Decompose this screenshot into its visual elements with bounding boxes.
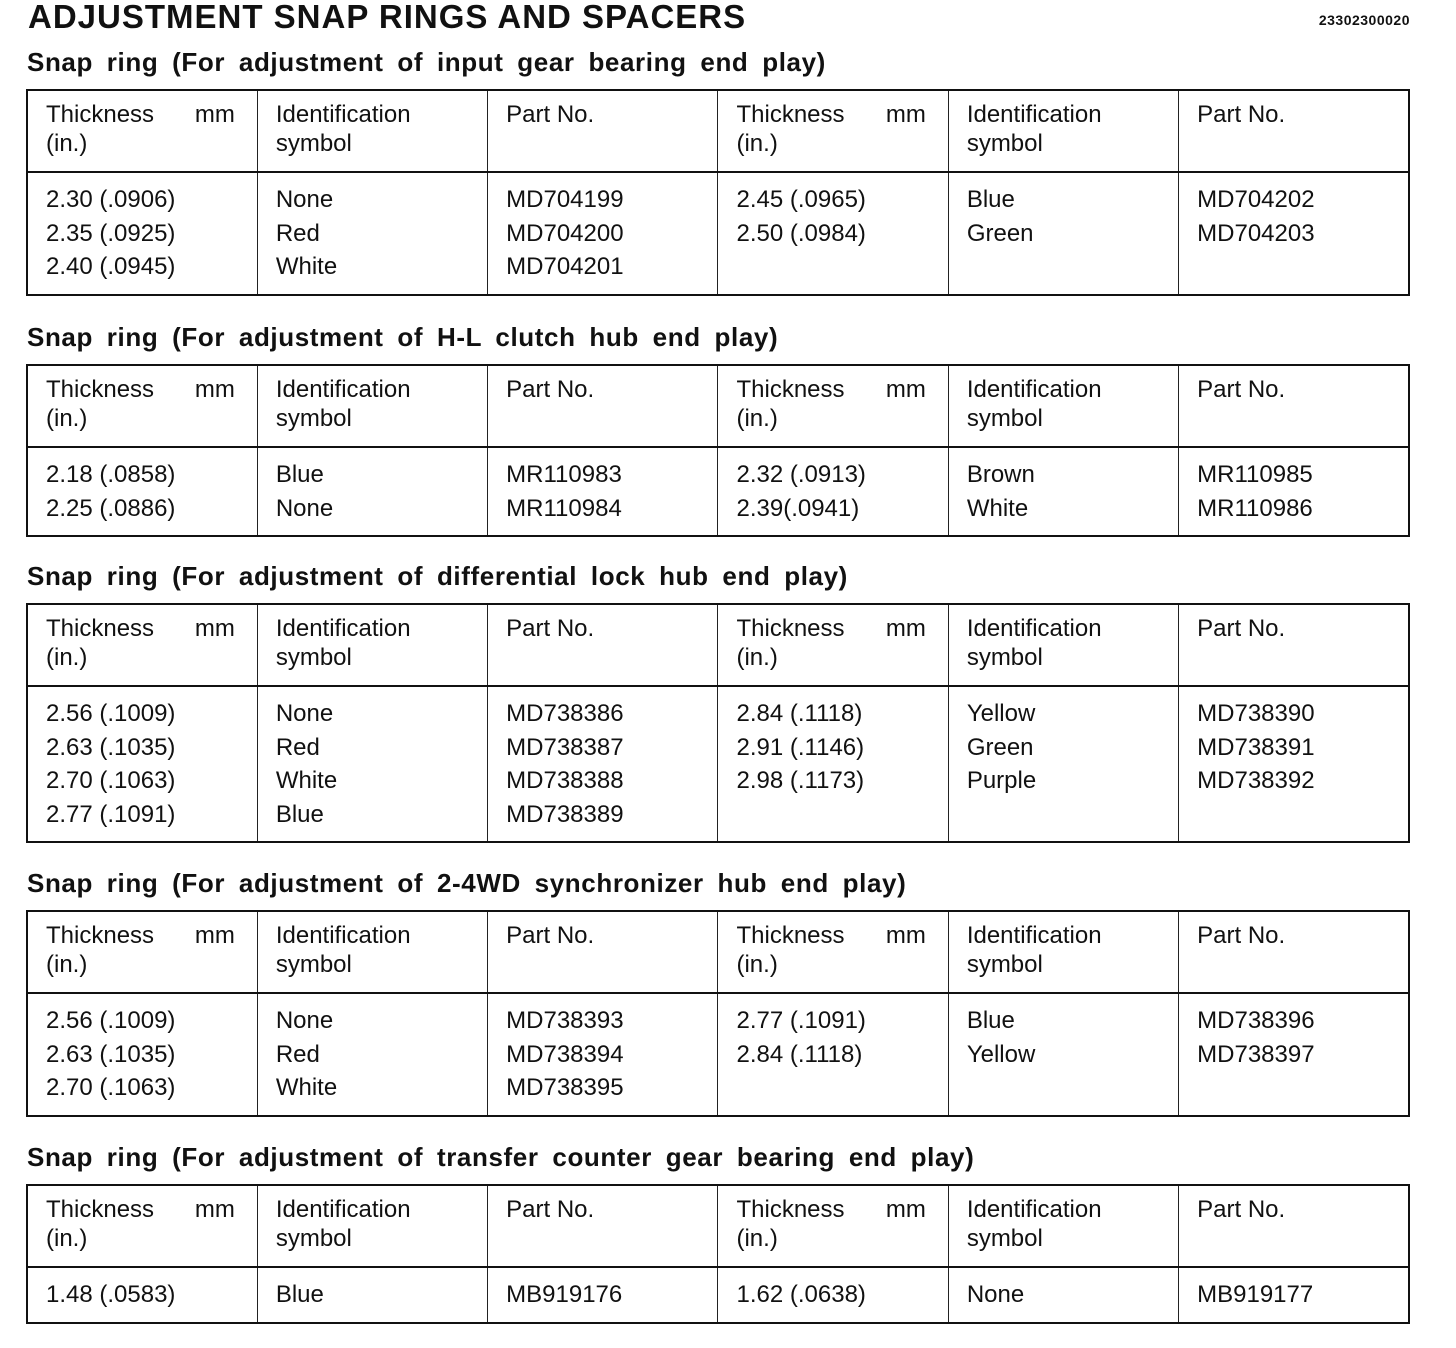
thickness-label: Thickness bbox=[736, 376, 845, 403]
thickness-value: 2.40 (.0945) bbox=[46, 253, 176, 280]
part-no-label: Part No. bbox=[1197, 615, 1286, 642]
part-no-cell bbox=[488, 172, 718, 295]
identification-symbol-header bbox=[257, 365, 487, 447]
part-no-value: MD738393 bbox=[506, 1007, 624, 1034]
part-no-value: MR110986 bbox=[1197, 494, 1313, 522]
part-no-label: Part No. bbox=[1197, 376, 1286, 403]
part-no-value: MD704202 bbox=[1197, 186, 1315, 213]
mm-unit-label: mm bbox=[194, 101, 235, 128]
mm-unit-label: mm bbox=[194, 922, 235, 949]
thickness-label: Thickness bbox=[736, 1196, 845, 1223]
symbol-value: None bbox=[275, 700, 334, 727]
identification-label: Identification bbox=[966, 376, 1102, 403]
thickness-cell bbox=[718, 1267, 948, 1323]
section-transfer-counter-gear bbox=[26, 1140, 1410, 1324]
symbol-cell bbox=[257, 447, 487, 536]
part-no-label: Part No. bbox=[1197, 1196, 1286, 1223]
identification-label: Identification bbox=[275, 922, 411, 949]
symbol-value: Green bbox=[966, 733, 1034, 761]
part-no-cell bbox=[488, 447, 718, 536]
symbol-label: symbol bbox=[275, 130, 352, 157]
symbol-value: White bbox=[966, 494, 1029, 522]
part-no-header bbox=[488, 365, 718, 447]
thickness-header bbox=[718, 911, 948, 993]
symbol-label: symbol bbox=[275, 644, 352, 671]
part-no-header bbox=[1179, 604, 1409, 686]
snap-ring-table bbox=[26, 89, 1410, 296]
symbol-value: Red bbox=[275, 219, 320, 247]
thickness-value: 2.56 (.1009) bbox=[46, 1007, 176, 1034]
part-no-cell bbox=[488, 686, 718, 842]
identification-label: Identification bbox=[275, 615, 411, 642]
thickness-value: 2.56 (.1009) bbox=[46, 700, 176, 727]
thickness-value: 2.77 (.1091) bbox=[736, 1007, 866, 1034]
thickness-cell bbox=[718, 172, 948, 295]
part-no-header bbox=[488, 90, 718, 172]
snap-ring-table bbox=[26, 1184, 1410, 1324]
part-no-cell bbox=[1179, 993, 1409, 1116]
symbol-cell bbox=[257, 993, 487, 1116]
identification-label: Identification bbox=[275, 1196, 411, 1223]
part-no-value: MD738387 bbox=[506, 733, 624, 761]
part-no-value: MD738396 bbox=[1197, 1007, 1315, 1034]
part-no-value: MD704201 bbox=[506, 253, 624, 280]
thickness-value: 2.50 (.0984) bbox=[736, 219, 866, 247]
identification-symbol-header bbox=[257, 1185, 487, 1267]
part-no-header bbox=[1179, 1185, 1409, 1267]
part-no-label: Part No. bbox=[506, 1196, 595, 1223]
part-no-value: MD738395 bbox=[506, 1074, 624, 1101]
symbol-value: White bbox=[275, 767, 338, 794]
symbol-value: White bbox=[275, 253, 338, 280]
part-no-value: MD738386 bbox=[506, 700, 624, 727]
mm-unit-label: mm bbox=[885, 615, 926, 642]
thickness-cell bbox=[27, 172, 257, 295]
table-header-row bbox=[27, 90, 1409, 172]
symbol-value: None bbox=[275, 494, 334, 522]
thickness-header bbox=[27, 90, 257, 172]
part-no-value: MD738390 bbox=[1197, 700, 1315, 727]
symbol-value: Red bbox=[275, 1040, 320, 1068]
snap-ring-table bbox=[26, 910, 1410, 1117]
symbol-value: White bbox=[275, 1074, 338, 1101]
inch-unit-label: (in.) bbox=[736, 644, 778, 671]
part-no-cell bbox=[1179, 686, 1409, 842]
thickness-label: Thickness bbox=[46, 1196, 155, 1223]
part-no-header bbox=[1179, 911, 1409, 993]
thickness-label: Thickness bbox=[736, 101, 845, 128]
thickness-value: 2.39(.0941) bbox=[736, 494, 860, 522]
thickness-value: 1.48 (.0583) bbox=[46, 1281, 176, 1308]
snap-ring-table bbox=[26, 603, 1410, 843]
part-no-label: Part No. bbox=[1197, 922, 1286, 949]
identification-symbol-header bbox=[948, 90, 1178, 172]
table-header-row bbox=[27, 365, 1409, 447]
symbol-value: Yellow bbox=[966, 1040, 1036, 1068]
part-no-value: MD738394 bbox=[506, 1040, 624, 1068]
thickness-value: 2.32 (.0913) bbox=[736, 461, 866, 488]
symbol-cell bbox=[948, 447, 1178, 536]
inch-unit-label: (in.) bbox=[46, 951, 88, 978]
part-no-value: MD738397 bbox=[1197, 1040, 1315, 1068]
thickness-value: 2.84 (.1118) bbox=[736, 1040, 863, 1068]
inch-unit-label: (in.) bbox=[46, 1225, 88, 1252]
identification-label: Identification bbox=[966, 922, 1102, 949]
inch-unit-label: (in.) bbox=[736, 405, 778, 432]
thickness-cell bbox=[27, 993, 257, 1116]
part-no-value: MD704200 bbox=[506, 219, 624, 247]
thickness-value: 2.25 (.0886) bbox=[46, 494, 176, 522]
inch-unit-label: (in.) bbox=[736, 951, 778, 978]
symbol-cell bbox=[948, 1267, 1178, 1323]
snap-ring-table bbox=[26, 364, 1410, 537]
identification-symbol-header bbox=[948, 911, 1178, 993]
symbol-value: None bbox=[966, 1281, 1025, 1308]
section-hl-clutch bbox=[26, 320, 1410, 537]
identification-symbol-header bbox=[948, 365, 1178, 447]
thickness-value: 2.63 (.1035) bbox=[46, 1040, 176, 1068]
section-diff-lock bbox=[26, 559, 1410, 843]
mm-unit-label: mm bbox=[885, 376, 926, 403]
thickness-header bbox=[27, 365, 257, 447]
part-no-header bbox=[488, 911, 718, 993]
thickness-value: 2.35 (.0925) bbox=[46, 219, 176, 247]
thickness-header bbox=[718, 1185, 948, 1267]
thickness-header bbox=[718, 90, 948, 172]
table-row bbox=[27, 993, 1409, 1116]
part-no-cell bbox=[488, 1267, 718, 1323]
mm-unit-label: mm bbox=[194, 1196, 235, 1223]
identification-symbol-header bbox=[257, 604, 487, 686]
symbol-label: symbol bbox=[275, 405, 352, 432]
symbol-cell bbox=[948, 993, 1178, 1116]
thickness-header bbox=[27, 604, 257, 686]
section-2-4wd-synchronizer bbox=[26, 866, 1410, 1117]
symbol-label: symbol bbox=[275, 951, 352, 978]
inch-unit-label: (in.) bbox=[736, 1225, 778, 1252]
identification-symbol-header bbox=[257, 911, 487, 993]
symbol-value: Purple bbox=[966, 767, 1037, 794]
part-no-header bbox=[1179, 90, 1409, 172]
inch-unit-label: (in.) bbox=[46, 644, 88, 671]
mm-unit-label: mm bbox=[885, 101, 926, 128]
part-no-value: MD738392 bbox=[1197, 767, 1315, 794]
symbol-label: symbol bbox=[966, 951, 1043, 978]
part-no-label: Part No. bbox=[506, 922, 595, 949]
part-no-header bbox=[488, 1185, 718, 1267]
symbol-cell bbox=[257, 172, 487, 295]
thickness-cell bbox=[718, 686, 948, 842]
symbol-cell bbox=[948, 686, 1178, 842]
mm-unit-label: mm bbox=[885, 1196, 926, 1223]
part-no-value: MB919176 bbox=[506, 1281, 623, 1308]
symbol-cell bbox=[257, 1267, 487, 1323]
part-no-value: MB919177 bbox=[1197, 1281, 1314, 1308]
part-no-cell bbox=[1179, 447, 1409, 536]
table-row bbox=[27, 172, 1409, 295]
symbol-value: Red bbox=[275, 733, 320, 761]
thickness-value: 2.84 (.1118) bbox=[736, 700, 863, 727]
symbol-label: symbol bbox=[275, 1225, 352, 1252]
inch-unit-label: (in.) bbox=[736, 130, 778, 157]
identification-symbol-header bbox=[948, 1185, 1178, 1267]
part-no-value: MR110984 bbox=[506, 494, 622, 522]
part-no-label: Part No. bbox=[506, 615, 595, 642]
thickness-value: 2.45 (.0965) bbox=[736, 186, 866, 213]
thickness-label: Thickness bbox=[46, 376, 155, 403]
document-code: 23302300020 bbox=[1318, 12, 1410, 28]
section-heading: Snap ring (For adjustment of transfer counter gear bearing end play) bbox=[27, 1142, 975, 1172]
thickness-value: 2.70 (.1063) bbox=[46, 1074, 176, 1101]
thickness-label: Thickness bbox=[46, 615, 155, 642]
table-row bbox=[27, 447, 1409, 536]
symbol-value: Green bbox=[966, 219, 1034, 247]
thickness-value: 2.91 (.1146) bbox=[736, 733, 865, 761]
thickness-cell bbox=[27, 447, 257, 536]
thickness-label: Thickness bbox=[46, 101, 155, 128]
thickness-label: Thickness bbox=[736, 615, 845, 642]
symbol-value: Blue bbox=[275, 461, 324, 488]
section-heading: Snap ring (For adjustment of differential lock hub end play) bbox=[27, 561, 848, 591]
table-header-row bbox=[27, 1185, 1409, 1267]
thickness-value: 2.98 (.1173) bbox=[736, 767, 865, 794]
thickness-value: 2.77 (.1091) bbox=[46, 800, 176, 828]
thickness-cell bbox=[27, 686, 257, 842]
symbol-value: Brown bbox=[966, 461, 1035, 488]
symbol-value: Yellow bbox=[966, 700, 1036, 727]
section-heading: Snap ring (For adjustment of H-L clutch hub end play) bbox=[27, 322, 779, 352]
identification-symbol-header bbox=[948, 604, 1178, 686]
part-no-value: MR110985 bbox=[1197, 461, 1313, 488]
part-no-value: MD738388 bbox=[506, 767, 624, 794]
symbol-value: Blue bbox=[275, 1281, 324, 1308]
mm-unit-label: mm bbox=[194, 376, 235, 403]
part-no-value: MD704203 bbox=[1197, 219, 1315, 247]
table-header-row bbox=[27, 911, 1409, 993]
thickness-header bbox=[718, 365, 948, 447]
part-no-cell bbox=[488, 993, 718, 1116]
table-header-row bbox=[27, 604, 1409, 686]
table-row bbox=[27, 1267, 1409, 1323]
part-no-label: Part No. bbox=[506, 376, 595, 403]
symbol-cell bbox=[257, 686, 487, 842]
identification-label: Identification bbox=[275, 101, 411, 128]
thickness-value: 1.62 (.0638) bbox=[736, 1281, 866, 1308]
identification-label: Identification bbox=[966, 101, 1102, 128]
thickness-header bbox=[718, 604, 948, 686]
symbol-value: None bbox=[275, 186, 334, 213]
thickness-cell bbox=[718, 993, 948, 1116]
thickness-label: Thickness bbox=[736, 922, 845, 949]
section-heading: Snap ring (For adjustment of 2-4WD synchronizer hub end play) bbox=[27, 868, 907, 898]
thickness-value: 2.70 (.1063) bbox=[46, 767, 176, 794]
part-no-header bbox=[1179, 365, 1409, 447]
mm-unit-label: mm bbox=[194, 615, 235, 642]
symbol-value: Blue bbox=[275, 800, 324, 828]
symbol-label: symbol bbox=[966, 1225, 1043, 1252]
symbol-value: Blue bbox=[966, 186, 1015, 213]
part-no-cell bbox=[1179, 172, 1409, 295]
symbol-label: symbol bbox=[966, 644, 1043, 671]
section-heading: Snap ring (For adjustment of input gear bearing end play) bbox=[27, 47, 826, 77]
thickness-value: 2.63 (.1035) bbox=[46, 733, 176, 761]
identification-label: Identification bbox=[966, 1196, 1102, 1223]
thickness-cell bbox=[718, 447, 948, 536]
thickness-value: 2.18 (.0858) bbox=[46, 461, 176, 488]
section-input-gear bbox=[26, 45, 1410, 296]
symbol-label: symbol bbox=[966, 130, 1043, 157]
identification-symbol-header bbox=[257, 90, 487, 172]
mm-unit-label: mm bbox=[885, 922, 926, 949]
symbol-label: symbol bbox=[966, 405, 1043, 432]
thickness-cell bbox=[27, 1267, 257, 1323]
inch-unit-label: (in.) bbox=[46, 405, 88, 432]
part-no-label: Part No. bbox=[1197, 101, 1286, 128]
symbol-value: Blue bbox=[966, 1007, 1015, 1034]
part-no-label: Part No. bbox=[506, 101, 595, 128]
part-no-cell bbox=[1179, 1267, 1409, 1323]
part-no-header bbox=[488, 604, 718, 686]
thickness-header bbox=[27, 1185, 257, 1267]
thickness-header bbox=[27, 911, 257, 993]
thickness-value: 2.30 (.0906) bbox=[46, 186, 176, 213]
identification-label: Identification bbox=[966, 615, 1102, 642]
part-no-value: MD738391 bbox=[1197, 733, 1315, 761]
part-no-value: MR110983 bbox=[506, 461, 622, 488]
page-title: ADJUSTMENT SNAP RINGS AND SPACERS bbox=[28, 0, 747, 35]
inch-unit-label: (in.) bbox=[46, 130, 88, 157]
identification-label: Identification bbox=[275, 376, 411, 403]
part-no-value: MD704199 bbox=[506, 186, 624, 213]
part-no-value: MD738389 bbox=[506, 800, 624, 828]
table-row bbox=[27, 686, 1409, 842]
thickness-label: Thickness bbox=[46, 922, 155, 949]
symbol-cell bbox=[948, 172, 1178, 295]
symbol-value: None bbox=[275, 1007, 334, 1034]
